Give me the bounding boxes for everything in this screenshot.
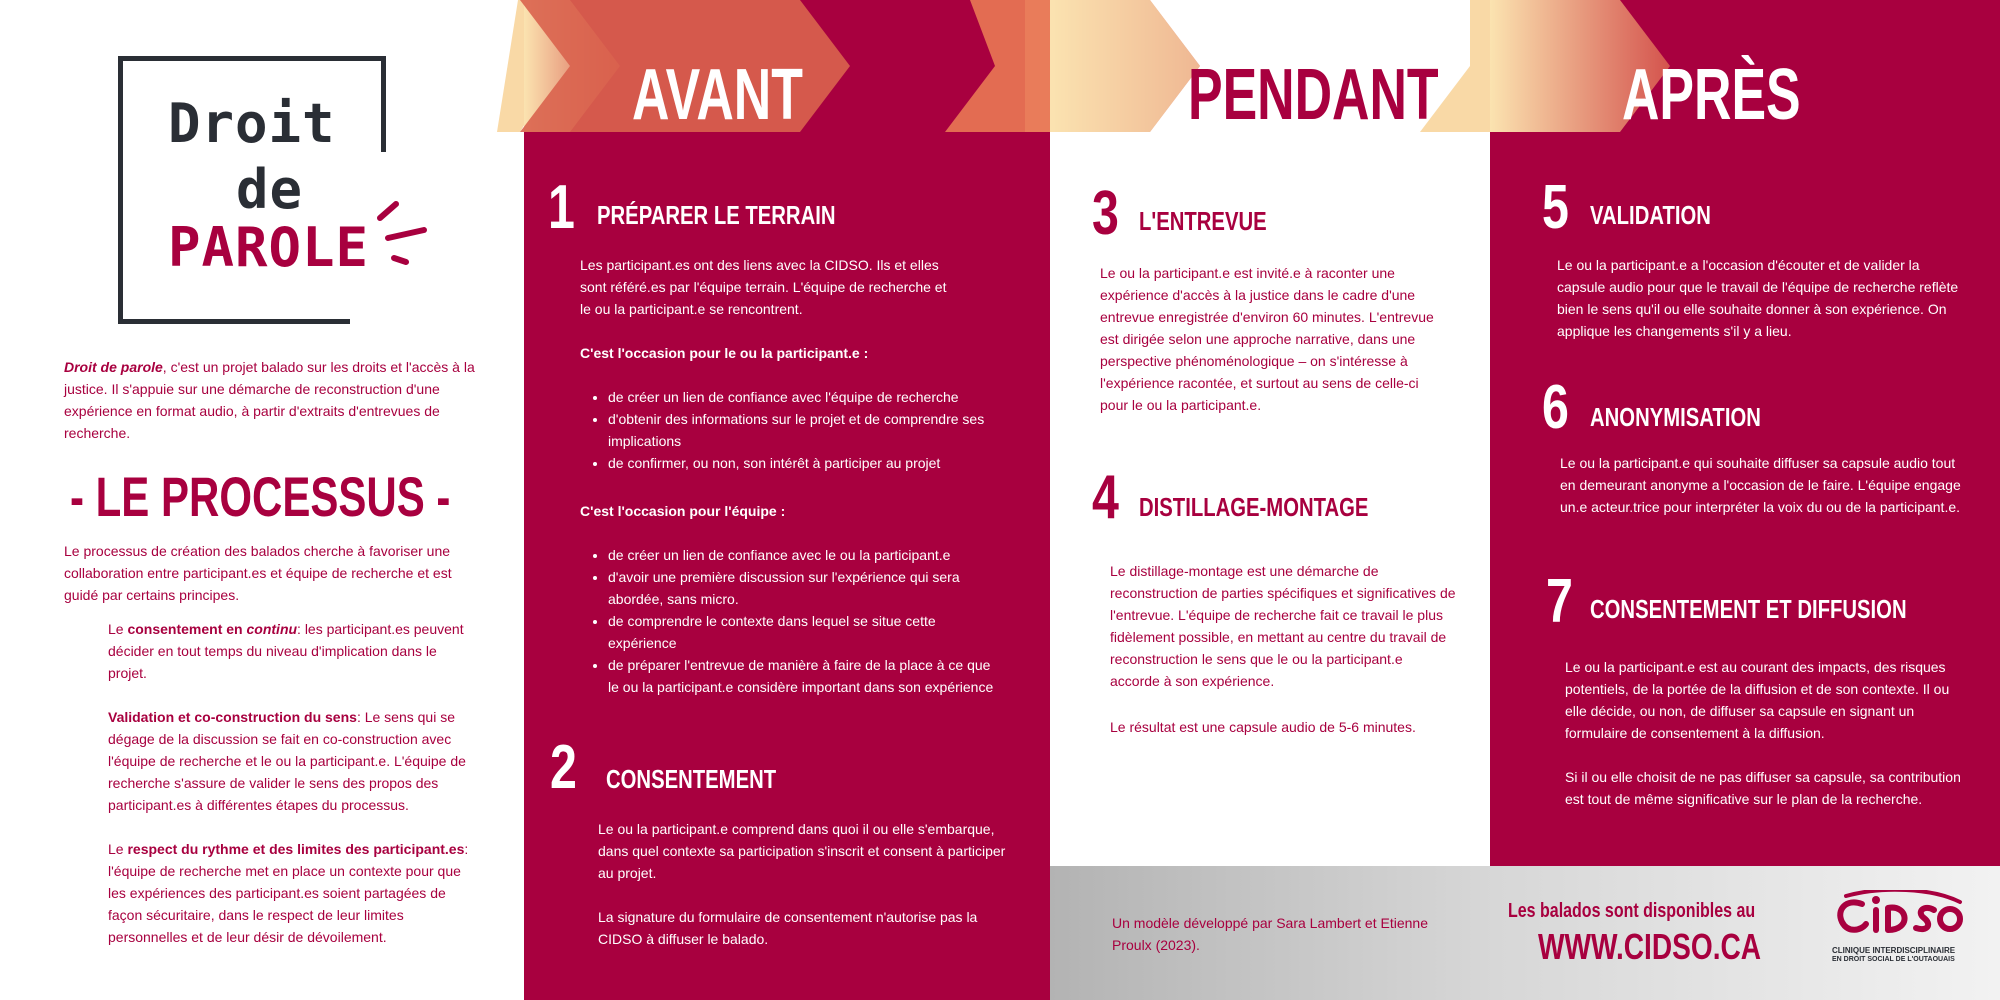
list-item: • d'obtenir des informations sur le projet et de comprendre ses implications: [608, 408, 1000, 452]
principle-item: Le respect du rythme et des limites des participant.es: l'équipe de recherche met en place un contexte pour que les expériences des participant.es soient partagées de façon sécuritaire, dans le respect de leur limites personnelles et de leur désir de dévoilement.: [108, 841, 469, 945]
step4-text2: Le résultat est une capsule audio de 5-6 minutes.: [1110, 719, 1416, 735]
step4-text1: Le distillage-montage est une démarche de reconstruction de parties spécifiques et significatives de l'entrevue. L'équipe de recherche fait ce travail le plus fidèlement possible, en mettant au centre du travail de reconstruction le sens que le ou la participant.e accorde à son expérience.: [1110, 563, 1456, 689]
phase-apres-title: APRÈS: [1622, 55, 1801, 135]
step-number: 1: [548, 173, 575, 242]
org-name-line1: CLINIQUE INTERDISCIPLINAIRE: [1832, 946, 1956, 955]
processus-title: - LE PROCESSUS -: [70, 465, 451, 528]
logo-word-droit: Droit: [168, 92, 336, 155]
cidso-logo-mark: [1832, 890, 1967, 940]
phase-pendant-title: PENDANT: [1188, 55, 1439, 135]
speech-marks-icon: [372, 196, 432, 270]
step1-text: Les participant.es ont des liens avec la CIDSO. Ils et elles sont référé.es par l'équipe terrain. L'équipe de recherche et le ou la participant.e se rencontrent.: [580, 257, 947, 317]
step-number: 2: [550, 733, 577, 802]
step3-text: Le ou la participant.e est invité.e à raconter une expérience d'accès à la justice dans le cadre d'une entrevue enregistrée d'environ 60 minutes. L'entrevue est dirigée selon une approche narrative, dans une perspective phénoménologique – on s'intéresse à l'expérience racontée, et surtout au sens de celle-ci pour le ou la participant.e.: [1100, 265, 1434, 413]
intro-text: , c'est un projet balado sur les droits et l'accès à la justice. Il s'appuie sur une démarche de reconstruction d'une expérience en format audio, à partir d'extraits d'entrevues de recherche.: [64, 359, 475, 441]
intro-project-name: Droit de parole: [64, 359, 163, 375]
step5-text: Le ou la participant.e a l'occasion d'écouter et de valider la capsule audio pour que le travail de l'équipe de recherche reflète bien le sens qu'il ou elle souhaite donner à son expérience. On applique les changements s'il y a lieu.: [1557, 257, 1959, 339]
step-title: L'ENTREVUE: [1139, 206, 1267, 236]
step-title: PRÉPARER LE TERRAIN: [597, 200, 836, 230]
org-name-line2: EN DROIT SOCIAL DE L'OUTAOUAIS: [1832, 956, 1955, 963]
step2-text2: La signature du formulaire de consentement n'autorise pas la CIDSO à diffuser le balado.: [598, 909, 978, 947]
footer-credit: Un modèle développé par Sara Lambert et Etienne Proulx (2023).: [1112, 915, 1428, 953]
processus-intro: Le processus de création des balados cherche à favoriser une collaboration entre participant.es et équipe de recherche et est guidé par certains principes.: [64, 543, 452, 603]
phase-avant-title: AVANT: [632, 55, 803, 135]
list-item: • de confirmer, ou non, son intérêt à participer au projet: [608, 452, 1000, 474]
step-number: 4: [1092, 463, 1119, 532]
step7-text1: Le ou la participant.e est au courant des impacts, des risques potentiels, de la portée de la diffusion et de son contexte. Il ou elle décide, ou non, de diffuser sa capsule en signant un formulaire de consentement à la diffusion.: [1565, 659, 1950, 741]
principle-item: Validation et co-construction du sens: Le sens qui se dégage de la discussion se fait en co-construction avec l'équipe de recherche et le ou la participant.e. L'équipe de recherche s'assure de valider le sens des propos des participant.es à différentes étapes du processus.: [108, 709, 466, 813]
list-item: • de comprendre le contexte dans lequel se situe cette expérience: [608, 610, 1000, 654]
footer-available-text: Les balados sont disponibles au: [1508, 900, 1756, 922]
intro-paragraph: [64, 356, 484, 444]
step6-text: Le ou la participant.e qui souhaite diffuser sa capsule audio tout en demeurant anonyme a l'occasion de le faire. L'équipe engage un.e acteur.trice pour interpréter la voix du ou de la participant.e.: [1560, 455, 1961, 515]
principle-item: Le consentement en continu: les participant.es peuvent décider en tout temps du niveau d'implication dans le projet.: [108, 621, 464, 681]
step7-text2: Si il ou elle choisit de ne pas diffuser sa capsule, sa contribution est tout de même significative sur le plan de la recherche.: [1565, 769, 1961, 807]
step-title: VALIDATION: [1590, 200, 1711, 230]
footer-website-link[interactable]: WWW.CIDSO.CA: [1538, 926, 1762, 967]
list-item: • d'avoir une première discussion sur l'expérience qui sera abordée, sans micro.: [608, 566, 1000, 610]
step1-list1: [580, 386, 1000, 474]
logo-word-parole: PAROLE: [168, 216, 370, 279]
step-title: DISTILLAGE-MONTAGE: [1139, 492, 1369, 522]
list-item: • de préparer l'entrevue de manière à faire de la place à ce que le ou la participant.e considère important dans son expérience: [608, 654, 1000, 698]
step-number: 7: [1546, 567, 1573, 636]
step-number: 5: [1542, 173, 1569, 242]
cidso-logo: [1832, 890, 1967, 970]
step-title: CONSENTEMENT: [606, 764, 777, 794]
step1-sub2: C'est l'occasion pour l'équipe :: [580, 503, 786, 519]
step1-sub1: C'est l'occasion pour le ou la participant.e :: [580, 345, 869, 361]
list-item: • de créer un lien de confiance avec le ou la participant.e: [608, 544, 1000, 566]
logo-word-de: de: [236, 158, 304, 221]
step1-list2: [580, 544, 1000, 698]
step2-text1: Le ou la participant.e comprend dans quoi il ou elle s'embarque, dans quel contexte sa participation s'inscrit et consent à participer au projet.: [598, 821, 1006, 881]
step-title: CONSENTEMENT ET DIFFUSION: [1590, 594, 1907, 624]
step-number: 3: [1092, 179, 1119, 248]
step-title: ANONYMISATION: [1590, 402, 1761, 432]
list-item: • de créer un lien de confiance avec l'équipe de recherche: [608, 386, 1000, 408]
step-number: 6: [1542, 373, 1569, 442]
